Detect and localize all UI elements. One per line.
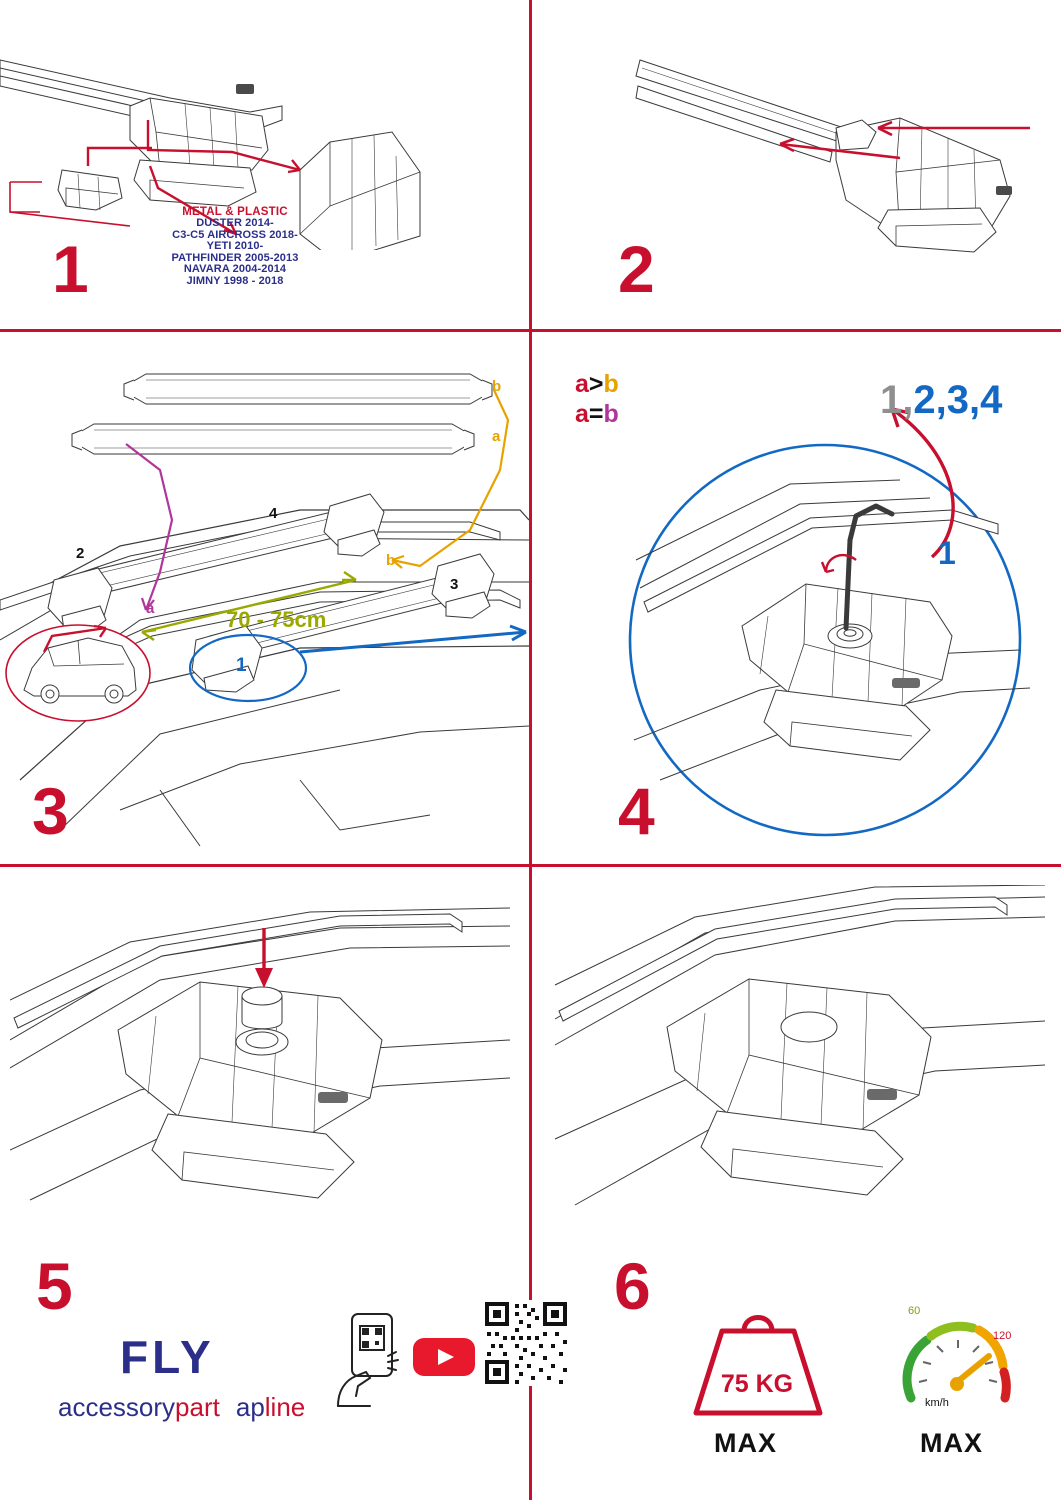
max-speed-label: MAX	[920, 1428, 983, 1458]
vehicle-item: JIMNY 1998 - 2018	[186, 274, 284, 287]
apline-logo-mark	[318, 1092, 348, 1103]
step-3-number: 3	[32, 774, 67, 848]
ab-op: =	[588, 399, 604, 428]
apline-logo-mark	[236, 84, 254, 94]
bar-label-3: 3	[450, 576, 459, 593]
vehicle-item: NAVARA 2004-2014	[183, 263, 287, 276]
ab-b: b	[603, 399, 619, 428]
vehicle-item: PATHFINDER 2005-2013	[171, 251, 299, 264]
compatibility-list	[120, 206, 350, 287]
step-6-number: 6	[614, 1249, 649, 1323]
brand-ap: ap	[235, 1392, 265, 1422]
sequence-rest: 2,3,4	[913, 378, 1003, 422]
youtube-icon[interactable]	[412, 1332, 476, 1380]
apline-logo-mark	[996, 186, 1012, 195]
sequence-first: 1,	[880, 378, 914, 422]
divider-vertical-1	[529, 0, 532, 329]
gauge-tick-high: 120	[993, 1330, 1012, 1342]
max-speed-gauge-icon	[893, 1300, 1023, 1420]
max-weight-label: MAX	[714, 1428, 777, 1458]
vehicle-item: YETI 2010-	[206, 240, 264, 253]
ab-a: a	[575, 399, 589, 428]
detail-marker-1: 1	[236, 655, 247, 676]
step-6-illustration	[545, 885, 1045, 1225]
ab-row-greater	[575, 370, 619, 400]
brand-subline	[58, 1392, 305, 1423]
bar-label-4: 4	[269, 505, 278, 522]
brand-line: line	[264, 1392, 306, 1422]
qr-code[interactable]	[483, 1300, 569, 1386]
ab-op: >	[588, 370, 604, 398]
gauge-tick-low: 60	[908, 1305, 921, 1317]
step-5-illustration	[10, 890, 520, 1220]
step-2-number: 2	[618, 232, 653, 306]
vehicle-item: DUSTER 2014-	[196, 217, 274, 230]
measure-label-a-top: a	[492, 428, 501, 445]
measure-label-b-mid: b	[386, 552, 396, 569]
bar-label-2: 2	[76, 545, 85, 562]
step-4-detail-number: 1	[938, 535, 956, 571]
step-2-illustration	[600, 40, 1060, 260]
apline-logo-mark	[892, 678, 920, 688]
vehicle-item: C3-C5 AIRCROSS 2018-	[172, 228, 298, 241]
max-weight-value: 75 KG	[720, 1370, 794, 1398]
step-5-number: 5	[36, 1249, 71, 1323]
distance-label: 70 - 75cm	[226, 607, 327, 632]
brand-part: part	[175, 1392, 220, 1422]
step-4-sequence	[880, 378, 1002, 423]
speed-unit-label: km/h	[925, 1397, 949, 1409]
ab-b: b	[603, 370, 619, 398]
ab-a: a	[575, 370, 589, 398]
step-4-number: 4	[618, 774, 653, 848]
divider-vertical-2	[529, 332, 532, 864]
brand-accessory: accessory	[58, 1392, 176, 1422]
brand-block	[58, 1330, 305, 1423]
compatibility-title: METAL & PLASTIC	[182, 206, 288, 218]
divider-vertical-3	[529, 867, 532, 1500]
ab-comparison	[575, 370, 619, 429]
measure-label-b-top: b	[492, 378, 502, 395]
measure-label-a-mid: a	[146, 600, 155, 617]
ab-row-equal	[575, 400, 619, 430]
vehicle-direction-inset	[6, 625, 150, 721]
brand-fly: FLY	[120, 1331, 215, 1383]
max-weight-icon	[688, 1295, 828, 1420]
step-1-number: 1	[52, 232, 87, 306]
qr-scan-phone-icon	[330, 1310, 410, 1410]
apline-logo-mark	[867, 1089, 897, 1100]
